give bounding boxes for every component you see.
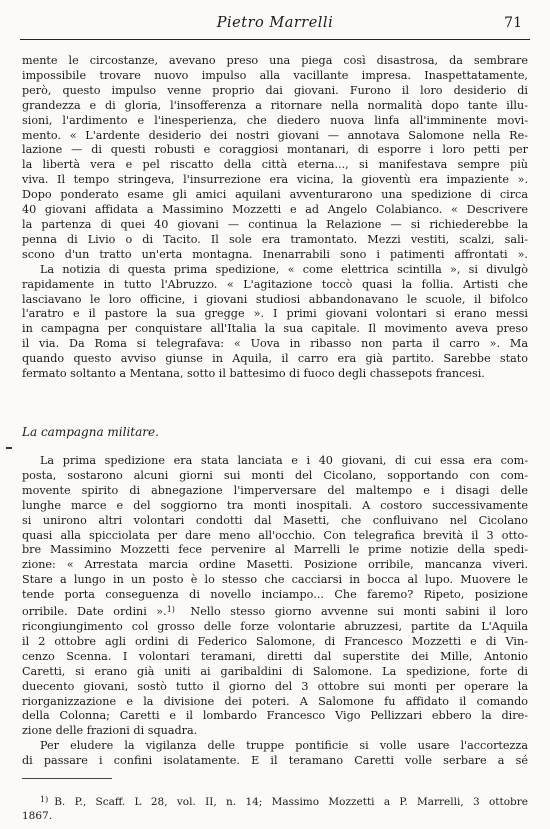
text-line: mento. « L'ardente desiderio dei nostri giovani — annotava Salomone nella Re- — [22, 128, 528, 142]
text-line: zione: « Arrestata marcia ordine Masetti. Posizione orribile, mancanza viveri. — [22, 558, 528, 572]
paragraph — [22, 263, 528, 382]
footnote-rule — [22, 778, 112, 779]
text-line: in campagna per conquistare all'Italia la sua capitale. Il movimento aveva preso — [22, 322, 528, 336]
text-line: della Colonna; Caretti e il lombardo Francesco Vigo Pellizzari ebbero la dire- — [22, 709, 528, 723]
text-line: Caretti, si erano già uniti ai garibaldini di Salomone. La spedizione, forte di — [22, 664, 528, 678]
body-text-upper — [22, 54, 528, 382]
text-line: duecento giovani, sostò tutto il giorno del 3 ottobre sui monti per operare la — [22, 679, 528, 693]
text-line: bre Massimino Mozzetti fece pervenire al Marrelli le prime notizie della spedi- — [22, 543, 528, 557]
text-line: tende porta conseguenza di novello inciampo... Che faremo? Ripeto, posizione — [22, 588, 528, 602]
text-line: mente le circostanze, avevano preso una piega così disastrosa, da sembrare — [22, 54, 528, 67]
section-heading: La campagna militare. — [22, 425, 159, 439]
text-line: posta, sostarono alcuni giorni sui monti del Cicolano, sopportando con com- — [22, 468, 528, 482]
text-line: il 2 ottobre agli ordini di Federico Salomone, di Francesco Mozzetti e di Vin- — [22, 634, 528, 648]
page-number: 71 — [504, 15, 522, 31]
footnote-text: B. P., Scaff. L 28, vol. II, n. 14; Massimo Mozzetti a P. Marrelli, 3 ottobre — [54, 796, 528, 808]
text-line: 40 giovani affidata a Massimino Mozzetti e ad Angelo Colabianco. « Descrivere — [22, 203, 528, 217]
text-line: di passare i confini isolatamente. E il teramano Caretti volle serbare a sé — [22, 754, 528, 768]
margin-mark — [6, 447, 12, 449]
text-line: lazione — di questi robusti e coraggiosi montanari, di esporre i loro petti per — [22, 143, 528, 157]
text-line: riorganizzazione e la divisione dei poteri. A Salomone fu affidato il comando — [22, 694, 528, 708]
text-line: cenzo Scenna. I volontari teramani, diretti dal superstite dei Mille, Antonio — [22, 649, 528, 663]
text-line: La prima spedizione era stata lanciata e i 40 giovani, di cui essa era com- — [40, 454, 528, 467]
text-line — [22, 603, 528, 620]
text-line: La notizia di questa prima spedizione, « come elettrica scintilla », si divulgò — [40, 262, 528, 276]
header-rule — [20, 39, 530, 40]
text-line: la libertà vera e pel riscatto della città eterna..., si manifestava sempre più — [22, 158, 528, 172]
footnote-marker: 1) — [40, 795, 49, 804]
paragraph — [22, 54, 528, 263]
footnote-line — [22, 793, 528, 810]
text-line: scono d'un tratto un'erta montagna. Inenarrabili sono i patimenti affrontati ». — [22, 247, 528, 261]
paragraph — [22, 454, 528, 739]
text-line: però, questo impulso venne proprio dai giovani. Furono il loro desiderio di — [22, 83, 528, 97]
text-line: l'aratro e il pastore la sua gregge ». I primi giovani volontari si erano messi — [22, 307, 528, 321]
text-line: il via. Da Roma si telegrafava: « Uova in ribasso non parta il carro ». Ma — [22, 337, 528, 351]
footnote-reference: 1) — [166, 605, 175, 615]
text-line: quasi alla spicciolata per dare meno all'occhio. Con telegrafica brevità il 3 otto- — [22, 528, 528, 542]
text-line: Stare a lungo in un posto è lo stesso che cacciarsi in bocca al lupo. Muovere le — [22, 573, 528, 587]
body-text-lower — [22, 454, 528, 769]
text-line: lasciavano le loro officine, i giovani studiosi abbandonavano le scuole, il bifolco — [22, 292, 528, 306]
footnote — [22, 793, 528, 823]
text-line: Dopo ponderato esame gli amici aquilani avventurarono una spedizione di circa — [22, 188, 528, 202]
text-line: penna di Livio o di Tacito. Il sole era tramontato. Mezzi vestiti, scalzi, sali- — [22, 232, 528, 246]
text-line: la partenza di quei 40 giovani — continua la Relazione — si richiederebbe la — [22, 217, 528, 231]
text-line: Per eludere la vigilanza delle truppe pontificie si volle usare l'accortezza — [40, 739, 528, 753]
text-line: rapidamente in tutto l'Abruzzo. « L'agitazione toccò quasi la follia. Artisti che — [22, 277, 528, 291]
text-line: grandezza e di gloria, l'insofferenza a ritornare nella normalità dopo tante illu- — [22, 98, 528, 112]
text-line: fermato soltanto a Mentana, sotto il battesimo di fuoco degli chassepots francesi. — [22, 367, 485, 381]
text-fragment: Nello stesso giorno avvenne sui monti sabini il loro — [180, 605, 529, 619]
footnote-line: 1867. — [22, 809, 53, 822]
text-fragment: orribile. Date ordini ». — [22, 605, 167, 619]
text-line: viva. Il tempo stringeva, l'insurrezione era vicina, la gioventù era impaziente ». — [22, 173, 528, 187]
text-line: si unirono altri volontari condotti dal Masetti, che confluivano nel Cicolano — [22, 513, 528, 527]
text-line: zione delle frazioni di squadra. — [22, 724, 198, 738]
page-header — [20, 10, 530, 34]
text-line: quando questo avviso giunse in Aquila, il carro era già partito. Sarebbe stato — [22, 352, 528, 366]
running-title: Pietro Marrelli — [216, 15, 334, 31]
text-line: impossibile trovare nuovo impulso alla vacillante impresa. Inaspettatamente, — [22, 68, 528, 82]
text-line: ricongiungimento col grosso delle forze volontarie abruzzesi, partite da L'Aquila — [22, 619, 528, 633]
paragraph — [22, 739, 528, 769]
text-line: lunghe marce e del soggiorno tra monti inospitali. A costoro successivamente — [22, 498, 528, 512]
text-line: movente spirito di abnegazione l'imperversare del maltempo e i disagi delle — [22, 483, 528, 497]
text-line: sioni, l'ardimento e l'inesperienza, che diedero nuova linfa all'imminente movi- — [22, 113, 528, 127]
